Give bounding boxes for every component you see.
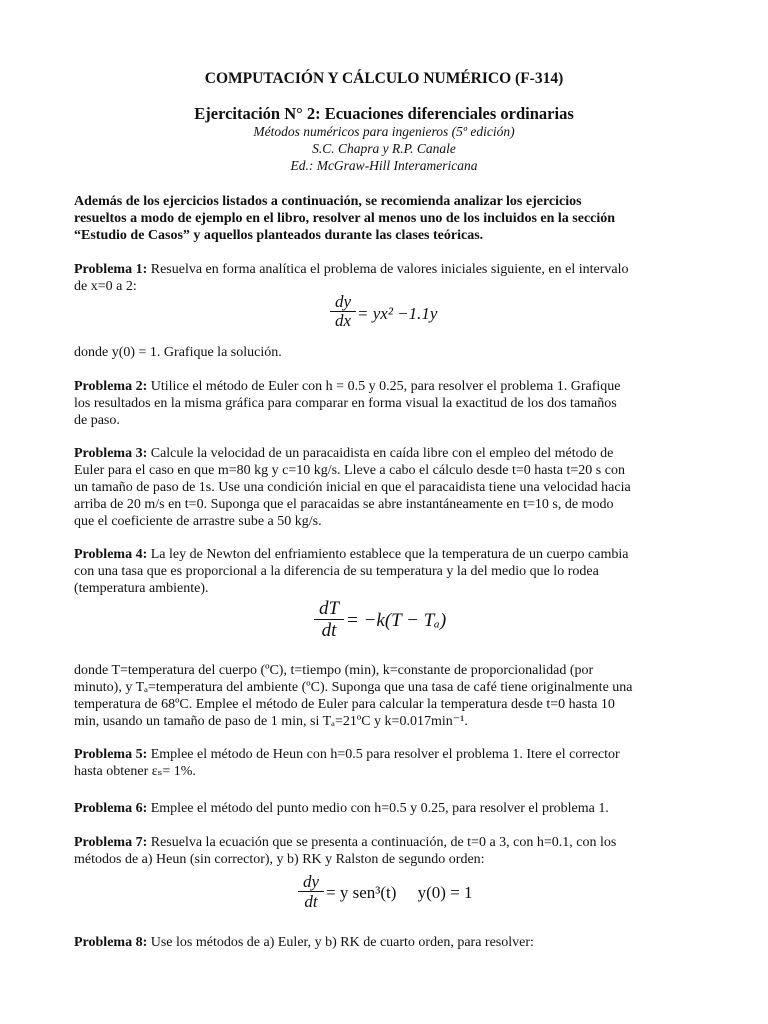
problem-8-label: Problema 8: [74,935,148,950]
assignment-title: Ejercitación N° 2: Ecuaciones diferenciales ordinarias [194,104,574,123]
problem-4-after-4: min, usando un tamaño de paso de 1 min, si Tₐ=21ºC y k=0.017min⁻¹. [74,714,468,729]
reference-publisher: Ed.: McGraw-Hill Interamericana [290,158,478,173]
problem-4-eq-numerator: dT [318,598,340,619]
problem-7-eq-denominator: dt [304,892,318,911]
problem-3-line-5: que el coeficiente de arrastre sube a 50 kg/s. [74,514,322,529]
problem-1-eq-rhs: = yx² −1.1y [357,304,438,323]
problem-4-derivative [314,598,344,641]
reference-authors: S.C. Chapra y R.P. Canale [312,141,456,156]
problem-1-derivative [330,293,356,330]
problem-3-line-1 [74,445,613,462]
problem-4-eq-denominator: dt [321,620,337,641]
problem-7-label: Problema 7: [74,835,148,850]
problem-7-line-1 [74,834,616,851]
problem-7-derivative [298,872,324,911]
problem-2-line-3: de paso. [74,413,120,428]
problem-3-line-4: arriba de 20 m/s en t=0. Suponga que el paracaidas se abre instantáneamente en t=10 s, de modo [74,497,614,512]
problem-2-label: Problema 2: [74,379,148,394]
problem-1-text: Resuelva en forma analítica el problema de valores iniciales siguiente, en el intervalo [150,262,629,277]
course-title: COMPUTACIÓN Y CÁLCULO NUMÉRICO (F-314) [204,70,564,87]
problem-2-line-1 [74,378,620,395]
problem-3-text: Calcule la velocidad de un paracaidista en caída libre con el empleo del método de [150,446,614,461]
problem-7-eq-numerator: dy [302,872,320,891]
problem-4-text: La ley de Newton del enfriamiento establece que la temperatura de un cuerpo cambia [150,547,629,562]
intro-line-1: Además de los ejercicios listados a continuación, se recomienda analizar los ejercicios [74,194,582,209]
reference-book: Métodos numéricos para ingenieros (5º edición) [253,124,515,139]
problem-3-line-3: un tamaño de paso de 1s. Use una condición inicial en que el paracaidista tiene una velocidad hacia [74,480,631,495]
problem-4-line-2: con una tasa que es proporcional a la diferencia de su temperatura y la del medio que lo rodea [74,564,599,579]
problem-4-after-2: minuto), y Tₐ=temperatura del ambiente (ºC). Suponga que una tasa de café tiene originalmente una [74,680,633,695]
problem-4-line-1 [74,546,628,563]
problem-5-label: Problema 5: [74,747,148,762]
problem-2-line-2: los resultados en la misma gráfica para comparar en forma visual la exactitud de los dos tamaños [74,396,617,411]
problem-8-text: Use los métodos de a) Euler, y b) RK de cuarto orden, para resolver: [150,935,534,950]
problem-6-line-1 [74,800,609,817]
problem-3-line-2: Euler para el caso en que m=80 kg y c=10 kg/s. Lleve a cabo el cálculo desde t=0 hasta t=20 s con [74,463,625,478]
problem-1-label: Problema 1: [74,262,148,277]
problem-6-text: Emplee el método del punto medio con h=0.5 y 0.25, para resolver el problema 1. [150,801,609,816]
problem-5-text: Emplee el método de Heun con h=0.5 para resolver el problema 1. Itere el corrector [150,747,620,762]
problem-5-line-2: hasta obtener εₛ= 1%. [74,764,196,779]
problem-4-eq-rhs: = −k(T − Tₐ) [346,610,447,631]
problem-8-line-1 [74,934,534,951]
problem-7-eq-rhs: = y sen³(t) y(0) = 1 [326,883,473,902]
problem-1-line-1 [74,261,629,278]
problem-5-line-1 [74,746,620,763]
problem-4-label: Problema 4: [74,547,148,562]
problem-1-line-2: de x=0 a 2: [74,279,137,294]
problem-1-eq-denominator: dx [334,311,352,330]
problem-2-text: Utilice el método de Euler con h = 0.5 y 0.25, para resolver el problema 1. Grafique [150,379,621,394]
problem-3-label: Problema 3: [74,446,148,461]
problem-7-text: Resuelva la ecuación que se presenta a continuación, de t=0 a 3, con h=0.1, con los [150,835,617,850]
intro-line-3: “Estudio de Casos” y aquellos planteados durante las clases teóricas. [74,228,484,243]
problem-6-label: Problema 6: [74,801,148,816]
problem-1-after: donde y(0) = 1. Grafique la solución. [74,345,282,360]
problem-4-after-1: donde T=temperatura del cuerpo (ºC), t=tiempo (min), k=constante de proporcionalidad (por [74,663,594,678]
problem-1-eq-numerator: dy [334,292,352,311]
problem-4-after-3: temperatura de 68ºC. Emplee el método de Euler para calcular la temperatura desde t=0 hasta 10 [74,697,615,712]
problem-7-line-2: métodos de a) Heun (sin corrector), y b) RK y Ralston de segundo orden: [74,852,485,867]
problem-4-line-3: (temperatura ambiente). [74,581,209,596]
intro-line-2: resueltos a modo de ejemplo en el libro, resolver al menos uno de los incluidos en la sección [74,211,616,226]
